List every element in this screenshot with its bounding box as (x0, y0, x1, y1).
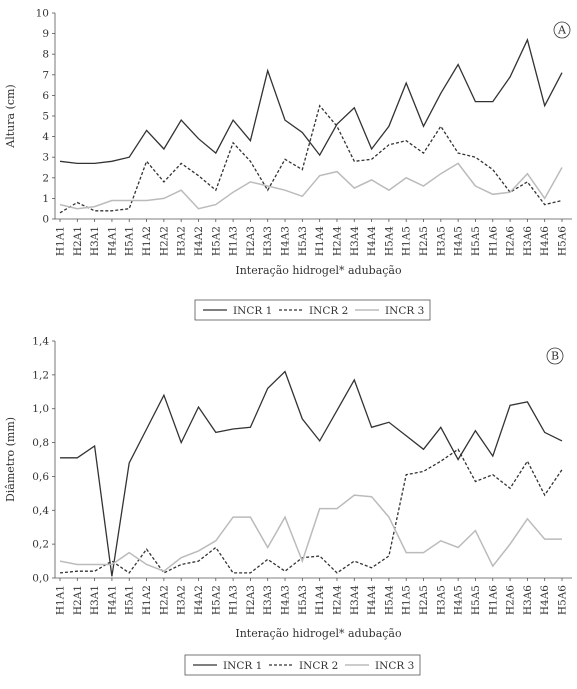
x-tick-label: H5A5 (469, 585, 482, 616)
x-tick-label: H3A3 (262, 585, 275, 616)
y-tick-label: 3 (42, 151, 49, 164)
x-tick-label: H3A1 (89, 226, 102, 257)
x-tick-label: H4A2 (192, 226, 205, 257)
panel-a-badge-label: A (558, 23, 566, 37)
series-line-incr-1 (60, 40, 562, 164)
series-line-incr-3 (60, 163, 562, 208)
y-tick-label: 10 (35, 7, 49, 20)
panel-a-series (60, 40, 562, 213)
panel-b-y-axis-label: Diâmetro (mm) (4, 416, 17, 503)
x-tick-label: H5A4 (383, 585, 396, 616)
x-tick-label: H3A2 (175, 585, 188, 616)
x-tick-label: H3A5 (435, 226, 448, 257)
panel-a-badge (554, 22, 570, 38)
x-tick-label: H3A6 (521, 585, 534, 616)
panel-b-y-ticks (32, 336, 55, 585)
x-tick-label: H5A2 (210, 226, 223, 257)
panel-b-x-axis-label: Interação hidrogel* adubação (235, 627, 402, 640)
y-tick-label: 0,4 (32, 504, 49, 517)
x-tick-label: H4A5 (452, 585, 465, 616)
x-tick-label: H1A4 (314, 585, 327, 616)
x-tick-label: H1A3 (227, 226, 240, 257)
x-tick-label: H5A3 (296, 226, 309, 257)
y-tick-label: 1 (42, 192, 49, 205)
x-tick-label: H5A5 (469, 226, 482, 257)
y-tick-label: 1,4 (32, 335, 49, 348)
y-tick-label: 9 (42, 28, 49, 41)
x-tick-label: H4A3 (279, 226, 292, 257)
x-tick-label: H1A5 (400, 226, 413, 257)
x-tick-label: H2A1 (71, 585, 84, 616)
series-line-incr-2 (60, 106, 562, 213)
panel-b-badge-label: B (550, 349, 560, 363)
panel-a-y-axis-label: Altura (cm) (4, 84, 17, 148)
y-tick-label: 7 (42, 69, 49, 82)
x-tick-label: H2A6 (504, 585, 517, 616)
x-tick-label: H2A6 (504, 226, 517, 257)
y-tick-label: 1,0 (32, 403, 49, 416)
x-tick-label: H1A5 (400, 585, 413, 616)
x-tick-label: H5A6 (556, 585, 569, 616)
x-tick-label: H3A4 (348, 226, 361, 257)
x-tick-label: H1A2 (141, 585, 154, 616)
x-tick-label: H4A2 (192, 585, 205, 616)
x-tick-label: H5A1 (123, 226, 136, 257)
x-tick-label: H4A1 (106, 226, 119, 257)
y-tick-label: 0,2 (32, 538, 49, 551)
panel-a (4, 8, 572, 321)
x-tick-label: H2A5 (418, 226, 431, 257)
series-line-incr-1 (60, 372, 562, 577)
y-tick-label: 0,8 (32, 437, 49, 450)
panel-b-legend (185, 655, 420, 675)
x-tick-label: H5A2 (210, 585, 223, 616)
x-tick-label: H1A1 (54, 226, 67, 257)
x-tick-label: H3A6 (521, 226, 534, 257)
panel-a-x-axis-label: Interação hidrogel* adubação (235, 264, 402, 277)
x-tick-label: H1A6 (487, 585, 500, 616)
panel-b (4, 336, 572, 676)
x-tick-label: H4A4 (366, 226, 379, 257)
y-tick-label: 4 (42, 131, 49, 144)
y-tick-label: 0 (42, 213, 49, 226)
x-tick-label: H1A6 (487, 226, 500, 257)
x-tick-label: H1A4 (314, 226, 327, 257)
x-tick-label: H4A1 (106, 585, 119, 616)
x-tick-label: H3A2 (175, 226, 188, 257)
panel-b-x-ticks (55, 578, 569, 615)
x-tick-label: H2A1 (71, 226, 84, 257)
x-tick-label: H5A3 (296, 585, 309, 616)
panel-a-legend (195, 300, 430, 320)
x-tick-label: H4A6 (539, 226, 552, 257)
x-tick-label: H2A3 (244, 226, 257, 257)
panel-b-badge (547, 348, 563, 364)
legend-label: INCR 2 (309, 304, 349, 317)
y-tick-label: 0,0 (32, 572, 49, 585)
y-tick-label: 2 (42, 172, 49, 185)
legend-label: INCR 1 (223, 659, 263, 672)
y-tick-label: 1,2 (32, 369, 49, 382)
x-tick-label: H5A4 (383, 226, 396, 257)
x-tick-label: H2A2 (158, 226, 171, 257)
x-tick-label: H1A3 (227, 585, 240, 616)
x-tick-label: H2A2 (158, 585, 171, 616)
panel-a-axes (55, 13, 572, 219)
x-tick-label: H2A5 (418, 585, 431, 616)
series-line-incr-3 (60, 495, 562, 571)
x-tick-label: H4A4 (366, 585, 379, 616)
panel-b-axes (55, 341, 572, 578)
panel-b-series (60, 372, 562, 577)
panel-a-x-ticks (55, 219, 569, 256)
x-tick-label: H2A4 (331, 226, 344, 257)
y-tick-label: 6 (42, 89, 49, 102)
x-tick-label: H1A1 (54, 585, 67, 616)
x-tick-label: H4A5 (452, 226, 465, 257)
panel-a-y-ticks (36, 8, 55, 226)
legend-label: INCR 3 (385, 304, 425, 317)
x-tick-label: H3A1 (89, 585, 102, 616)
x-tick-label: H4A3 (279, 585, 292, 616)
y-tick-label: 0,6 (32, 470, 49, 483)
legend-label: INCR 1 (233, 304, 273, 317)
x-tick-label: H3A5 (435, 585, 448, 616)
y-tick-label: 5 (42, 110, 49, 123)
legend-label: INCR 3 (375, 659, 415, 672)
x-tick-label: H2A4 (331, 585, 344, 616)
x-tick-label: H5A1 (123, 585, 136, 616)
x-tick-label: H4A6 (539, 585, 552, 616)
x-tick-label: H2A3 (244, 585, 257, 616)
y-tick-label: 8 (42, 48, 49, 61)
legend-label: INCR 2 (299, 659, 339, 672)
x-tick-label: H3A3 (262, 226, 275, 257)
x-tick-label: H1A2 (141, 226, 154, 257)
x-tick-label: H3A4 (348, 585, 361, 616)
x-tick-label: H5A6 (556, 226, 569, 257)
